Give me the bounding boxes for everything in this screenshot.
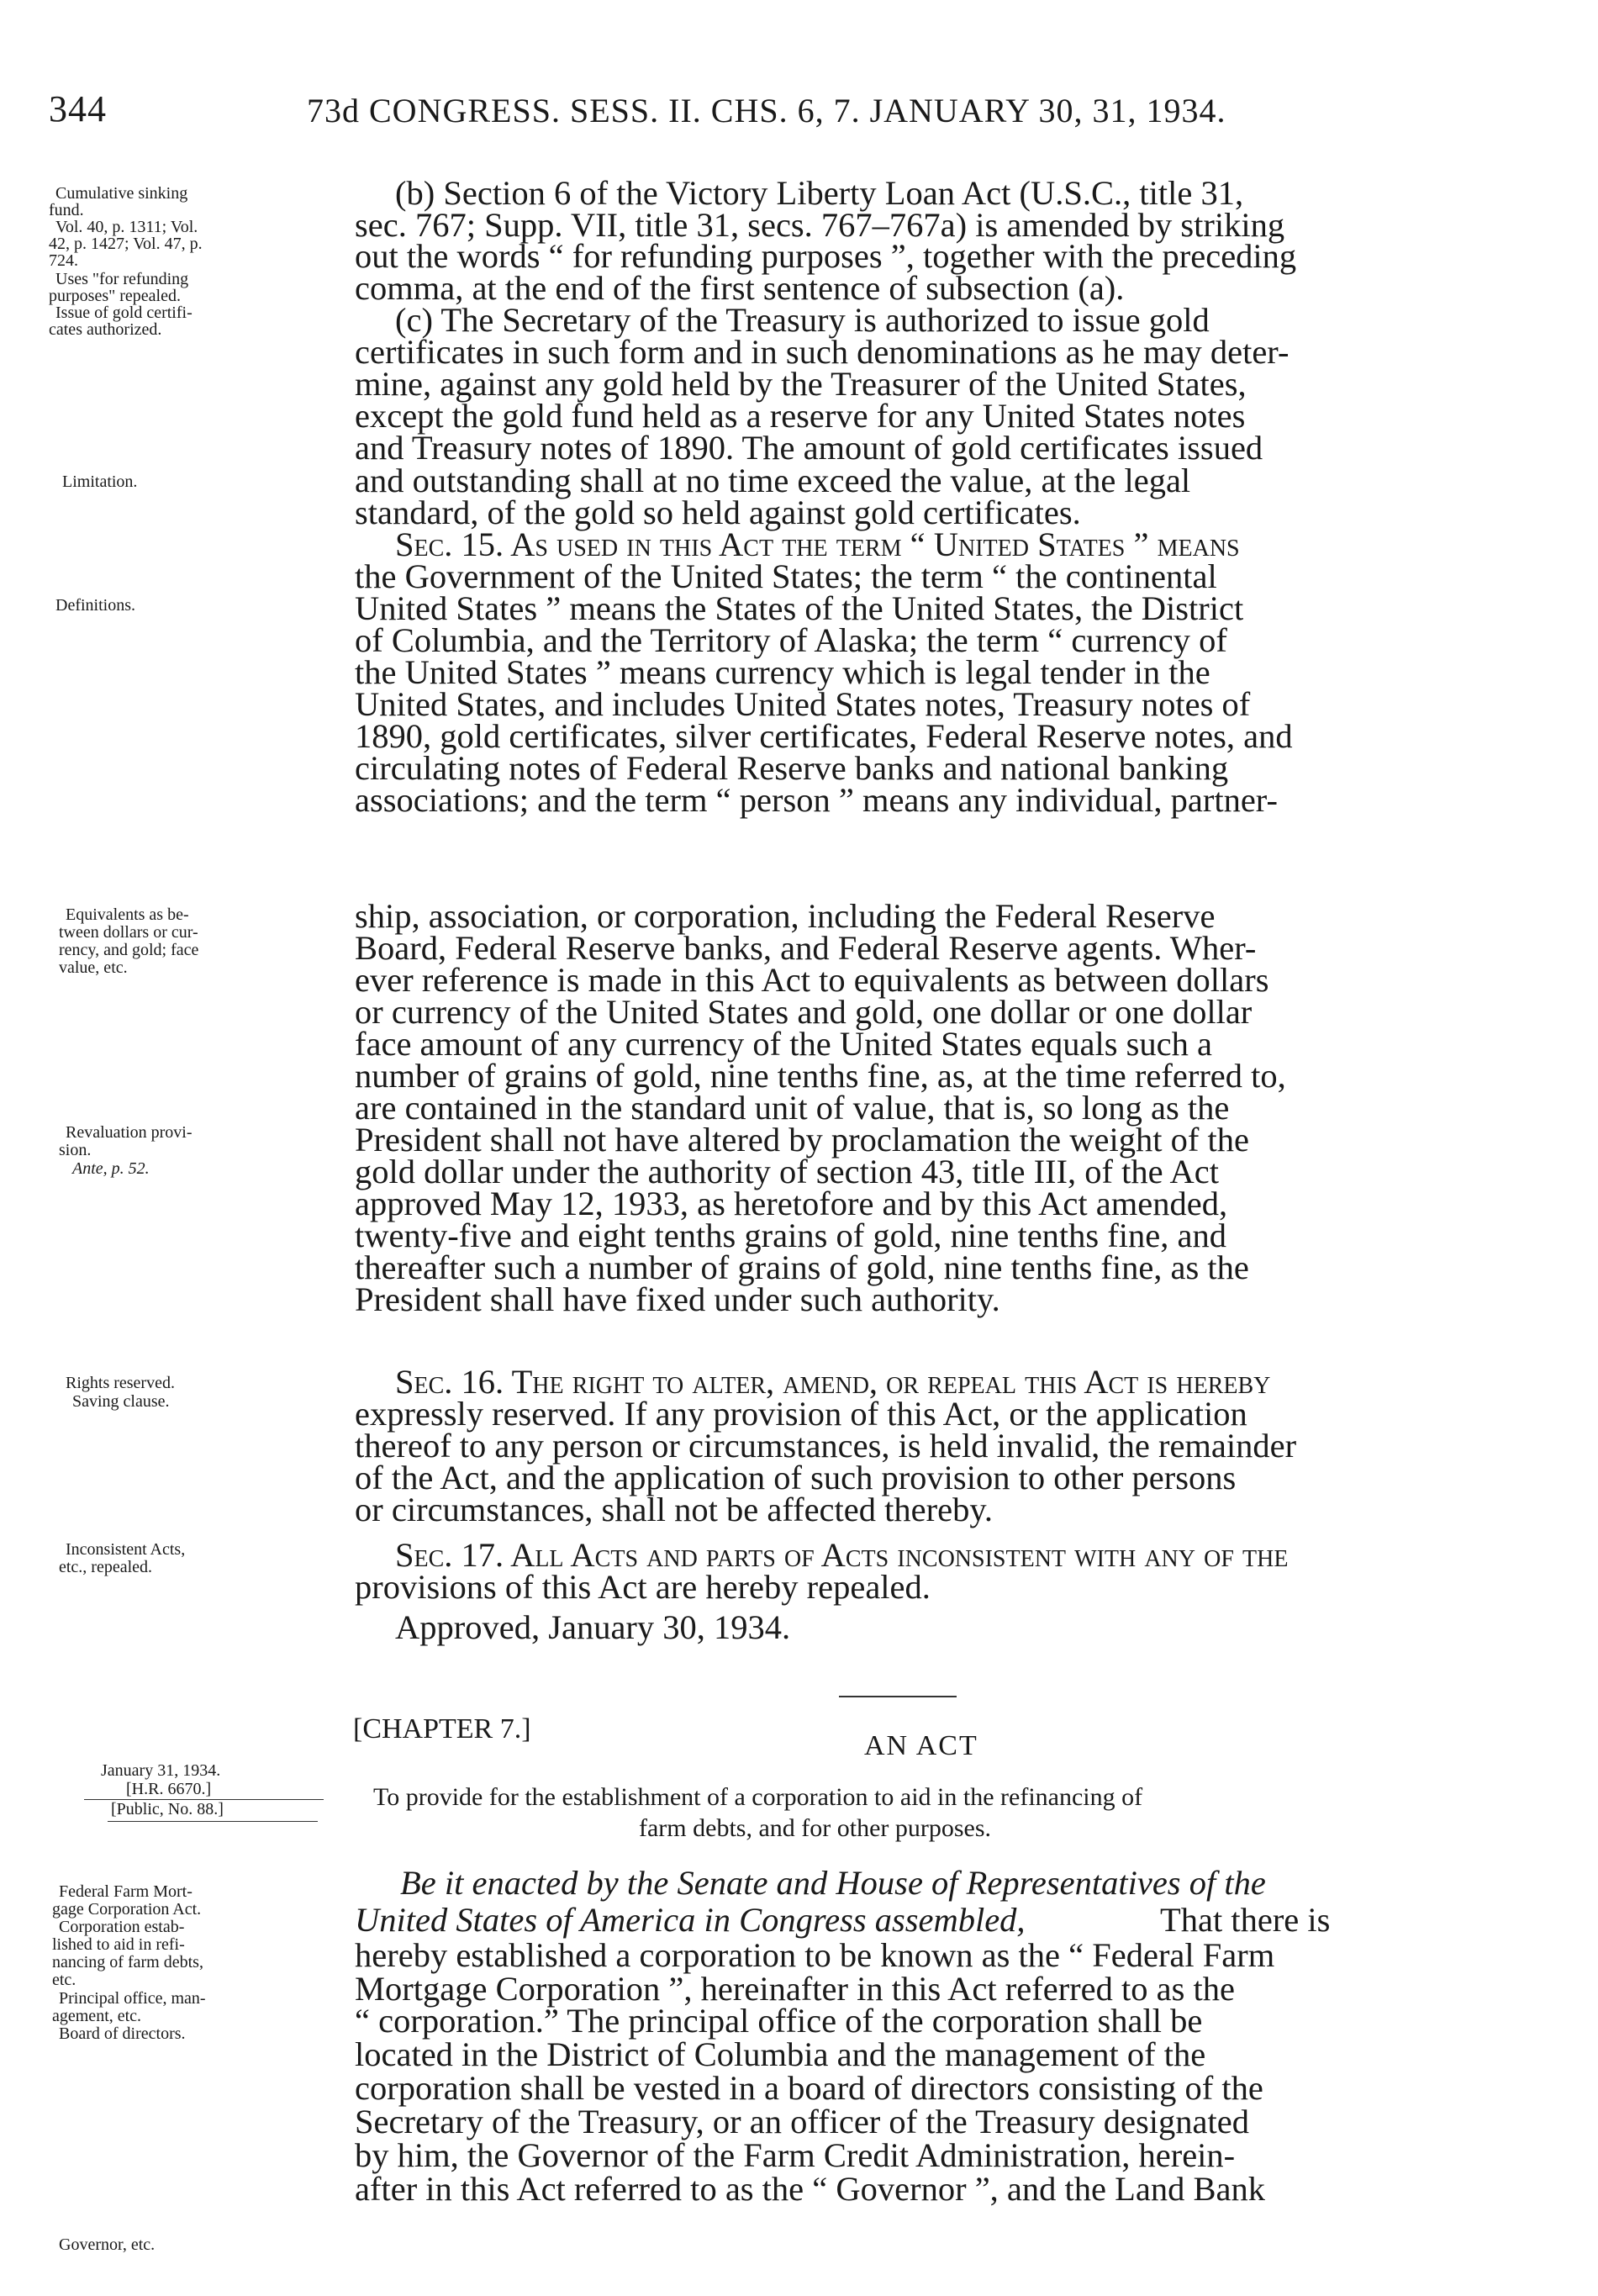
body-line: United States ” means the States of the United States, the District [355,589,1244,627]
body-line: President shall have fixed under such authority. [355,1280,1000,1318]
margin-note: gage Corporation Act. [52,1900,202,1919]
margin-note: 42, p. 1427; Vol. 47, p. [49,235,203,253]
enacting-line: hereby established a corporation to be known as the “ Federal Farm [355,1936,1275,1974]
body-line: number of grains of gold, nine tenths fine, as, at the time referred to, [355,1057,1286,1095]
body-line: or currency of the United States and gold, one dollar or one dollar [355,993,1253,1031]
body-line: Sec. 16. The right to alter, amend, or repeal this Act is hereby [395,1363,1271,1401]
margin-note: rency, and gold; face [59,941,199,959]
margin-note: Governor, etc. [59,2235,156,2254]
margin-note: Revaluation provi- [66,1123,192,1142]
body-line: of Columbia, and the Territory of Alaska; the term “ currency of [355,621,1227,659]
margin-note: Vol. 40, p. 1311; Vol. [55,218,198,236]
margin-note: sion. [59,1141,92,1159]
body-line: Board, Federal Reserve banks, and Federal Reserve agents. Wher- [355,929,1257,967]
margin-note: Ante, p. 52. [72,1159,150,1178]
act-purpose: farm debts, and for other purposes. [639,1814,992,1842]
body-line: ever reference is made in this Act to equivalents as between dollars [355,961,1269,999]
body-line: and outstanding shall at no time exceed the value, at the legal [355,462,1191,499]
body-line: certificates in such form and in such denominations as he may deter- [355,333,1289,371]
body-line: out the words “ for refunding purposes ”, together with the preceding [355,237,1297,275]
margin-note: [Public, No. 88.] [111,1800,224,1818]
body-line: face amount of any currency of the United States equals such a [355,1025,1212,1063]
margin-note: purposes" repealed. [49,287,181,305]
body-line: President shall not have altered by proclamation the weight of the [355,1121,1249,1159]
margin-note: Corporation estab- [59,1918,185,1936]
body-line: provisions of this Act are hereby repealed. [355,1568,931,1606]
enacting-line: United States of America in Congress assembled, [355,1901,1026,1939]
margin-note: Principal office, man- [59,1989,206,2008]
body-line: and Treasury notes of 1890. The amount of gold certificates issued [355,429,1263,467]
body-line: (c) The Secretary of the Treasury is authorized to issue gold [395,301,1210,339]
body-line: expressly reserved. If any provision of this Act, or the application [355,1395,1247,1433]
body-line: associations; and the term “ person ” means any individual, partner- [355,781,1278,819]
margin-note: Equivalents as be- [66,905,189,924]
margin-note: etc. [52,1971,76,1989]
body-line: circulating notes of Federal Reserve banks and national banking [355,749,1229,787]
body-line: are contained in the standard unit of value, that is, so long as the [355,1089,1230,1127]
section-rule [839,1696,957,1697]
margin-note: Inconsistent Acts, [66,1540,186,1559]
margin-note: Issue of gold certifi- [55,303,192,322]
body-line: sec. 767; Supp. VII, title 31, secs. 767–767a) is amended by striking [355,206,1285,244]
margin-note: Federal Farm Mort- [59,1882,192,1901]
margin-note: Board of directors. [59,2024,186,2043]
act-heading: AN ACT [864,1730,978,1761]
margin-note: nancing of farm debts, [52,1953,203,1971]
enacting-line: Mortgage Corporation ”, hereinafter in this Act referred to as the [355,1970,1235,2008]
body-line: mine, against any gold held by the Treasurer of the United States, [355,365,1247,403]
note-underline [84,1799,324,1800]
note-underline [108,1821,318,1822]
enacting-line: “ corporation.” The principal office of the corporation shall be [355,2002,1203,2040]
body-line: except the gold fund held as a reserve for any United States notes [355,397,1246,435]
margin-note: [H.R. 6670.] [126,1780,212,1798]
approval-line: Approved, January 30, 1934. [395,1608,791,1646]
body-line: twenty-five and eight tenths grains of gold, nine tenths fine, and [355,1217,1227,1254]
enacting-line: after in this Act referred to as the “ Governor ”, and the Land Bank [355,2170,1265,2208]
margin-note: Saving clause. [72,1392,170,1411]
margin-note: Limitation. [62,472,138,491]
body-line: or circumstances, shall not be affected thereby. [355,1491,994,1528]
enacting-line: located in the District of Columbia and the management of the [355,2035,1206,2073]
act-purpose: To provide for the establishment of a corporation to aid in the refinancing of [373,1783,1143,1811]
margin-note: cates authorized. [49,320,162,339]
body-line: ship, association, or corporation, including the Federal Reserve [355,897,1216,935]
body-line: Sec. 15. As used in this Act the term “ United States ” means [395,525,1240,563]
body-line: thereafter such a number of grains of gold, nine tenths fine, as the [355,1248,1249,1286]
body-line: approved May 12, 1933, as heretofore and by this Act amended, [355,1185,1228,1222]
body-line: the Government of the United States; the term “ the continental [355,557,1217,595]
page-number: 344 [49,88,107,129]
margin-note: Rights reserved. [66,1374,175,1392]
margin-note: agement, etc. [52,2007,142,2025]
margin-note: Cumulative sinking [55,184,188,203]
body-line: 1890, gold certificates, silver certificates, Federal Reserve notes, and [355,717,1293,755]
body-line: (b) Section 6 of the Victory Liberty Loan Act (U.S.C., title 31, [395,174,1244,212]
body-line: standard, of the gold so held against gold certificates. [355,494,1081,531]
margin-note: lished to aid in refi- [52,1935,185,1954]
margin-note: fund. [49,201,84,219]
body-line: Sec. 17. All Acts and parts of Acts inconsistent with any of the [395,1536,1289,1574]
body-line: of the Act, and the application of such provision to other persons [355,1459,1237,1496]
body-line: the United States ” means currency which is legal tender in the [355,653,1210,691]
body-line: gold dollar under the authority of section 43, title III, of the Act [355,1153,1219,1190]
enacting-line: That there is [1160,1901,1331,1939]
running-title: 73d CONGRESS. SESS. II. CHS. 6, 7. JANUARY 30, 31, 1934. [307,92,1226,129]
margin-note: etc., repealed. [59,1558,153,1576]
margin-note: Uses "for refunding [55,270,189,288]
body-line: comma, at the end of the first sentence of subsection (a). [355,269,1125,307]
margin-note: value, etc. [59,958,128,977]
enacting-line: corporation shall be vested in a board of directors consisting of the [355,2069,1263,2107]
margin-note: 724. [49,251,78,270]
margin-note: January 31, 1934. [101,1761,221,1780]
margin-note: Definitions. [55,596,135,615]
chapter-label: [CHAPTER 7.] [353,1713,531,1744]
enacting-line: Secretary of the Treasury, or an officer of the Treasury designated [355,2103,1249,2140]
enacting-line: Be it enacted by the Senate and House of Representatives of the [400,1864,1266,1902]
margin-note: tween dollars or cur- [59,923,198,942]
body-line: United States, and includes United States notes, Treasury notes of [355,685,1251,723]
body-line: thereof to any person or circumstances, is held invalid, the remainder [355,1427,1297,1465]
enacting-line: by him, the Governor of the Farm Credit Administration, herein- [355,2136,1236,2174]
